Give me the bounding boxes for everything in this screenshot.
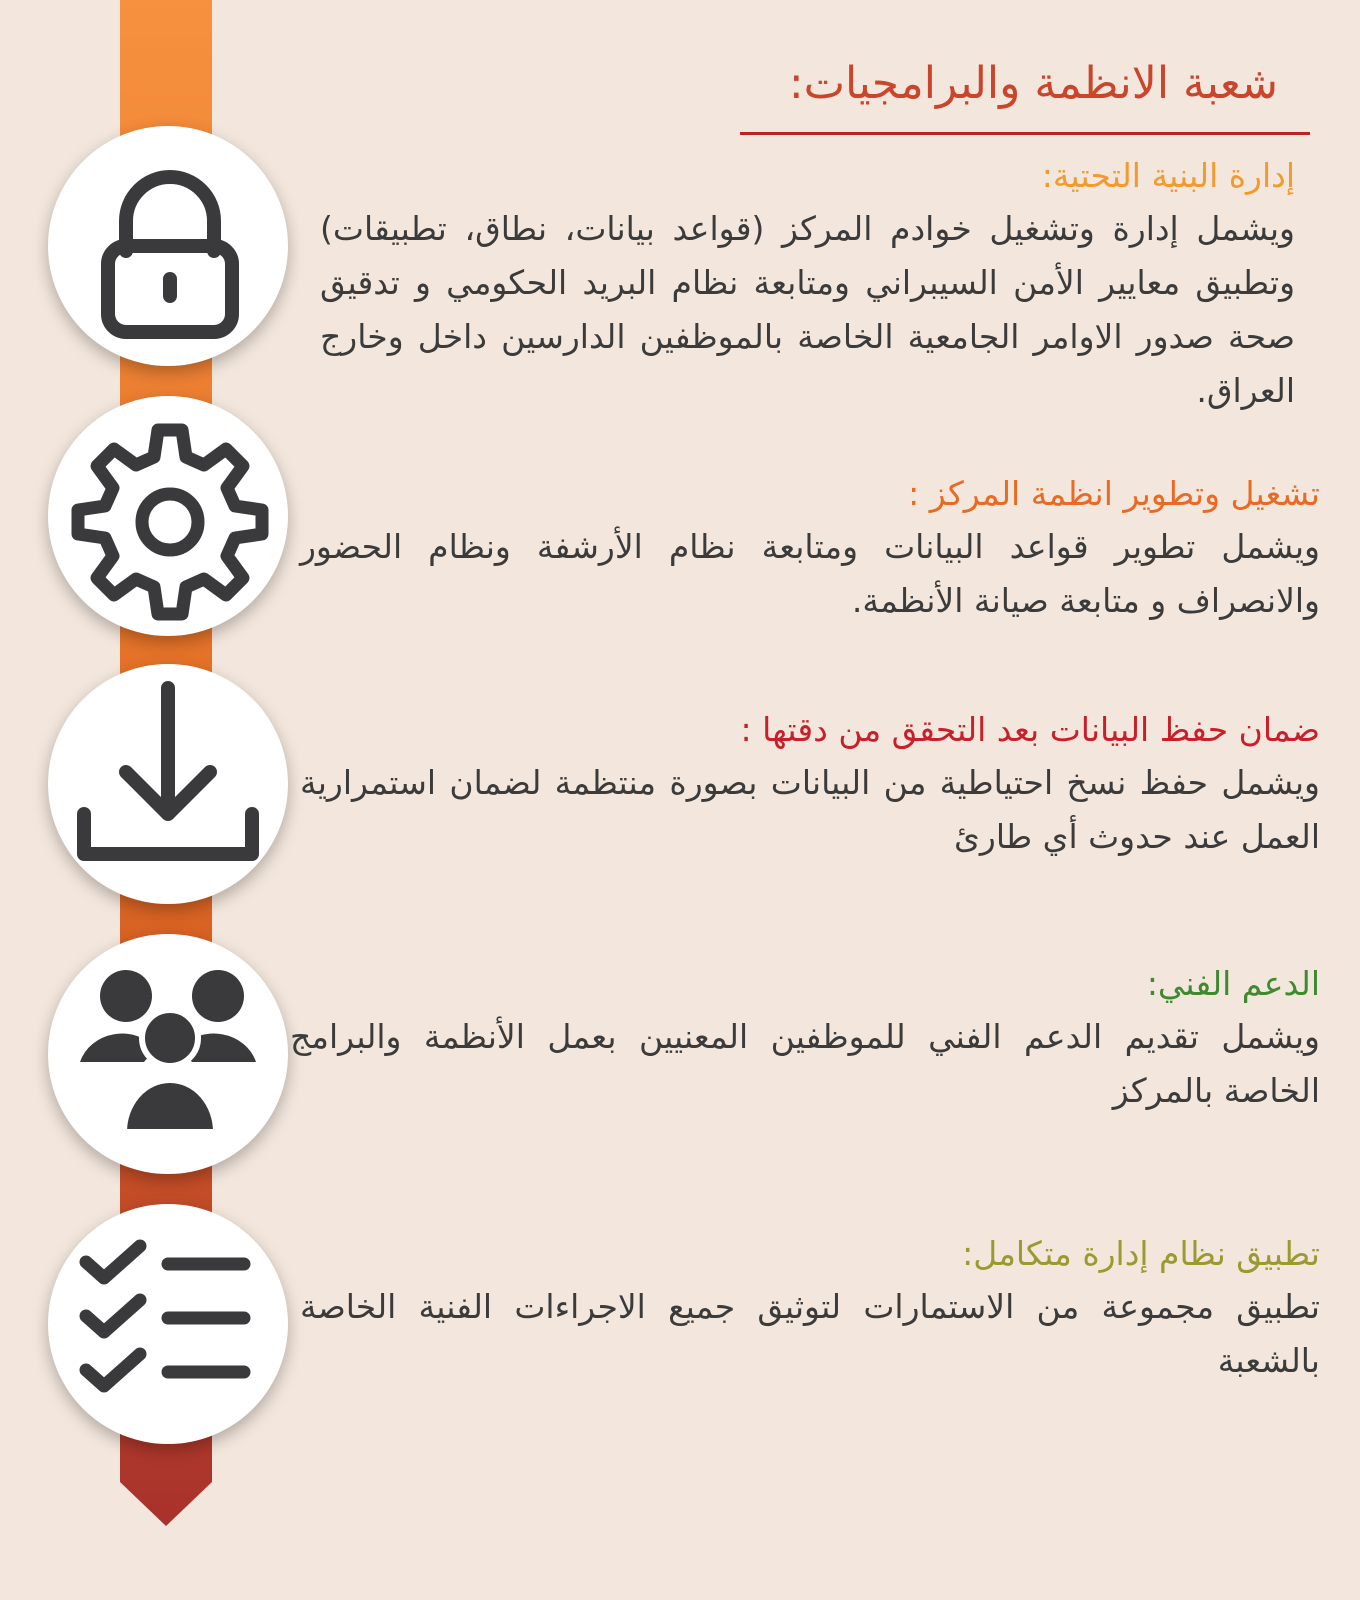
gear-icon-circle	[48, 396, 288, 636]
section-heading: ضمان حفظ البيانات بعد التحقق من دقتها :	[740, 710, 1320, 749]
checklist-icon-circle	[48, 1204, 288, 1444]
download-icon-circle	[48, 664, 288, 904]
section-support	[290, 958, 1320, 1118]
gear-icon	[48, 396, 288, 636]
users-icon	[48, 934, 288, 1174]
section-infrastructure	[320, 150, 1320, 418]
section-systems	[300, 468, 1320, 628]
section-body: تطبيق مجموعة من الاستمارات لتوثيق جميع الاجراءات الفنية الخاصة بالشعبة	[300, 1287, 1320, 1380]
users-icon-circle	[48, 934, 288, 1174]
section-body: ويشمل حفظ نسخ احتياطية من البيانات بصورة منتظمة لضمان استمرارية العمل عند حدوث أي طارئ	[300, 763, 1320, 856]
section-body: ويشمل إدارة وتشغيل خوادم المركز (قواعد بيانات، نطاق، تطبيقات) وتطبيق معايير الأمن السيبراني ومتابعة نظام البريد الحكومي و تدقيق صحة صدور الاوامر الجامعية الخاصة بالموظفين الدارسين داخل وخارج العراق.	[320, 209, 1295, 410]
section-heading: الدعم الفني:	[1146, 964, 1320, 1003]
section-body: ويشمل تقديم الدعم الفني للموظفين المعنيين بعمل الأنظمة والبرامج الخاصة بالمركز	[290, 1017, 1320, 1110]
checklist-icon	[48, 1204, 288, 1444]
section-body: ويشمل تطوير قواعد البيانات ومتابعة نظام الأرشفة ونظام الحضور والانصراف و متابعة صيانة الأنظمة.	[300, 527, 1320, 620]
title-underline	[740, 132, 1310, 135]
download-icon	[48, 664, 288, 904]
section-heading: تطبيق نظام إدارة متكامل:	[962, 1234, 1320, 1273]
page-title: شعبة الانظمة والبرامجيات:	[788, 58, 1278, 109]
lock-icon-circle	[48, 126, 288, 366]
section-heading: إدارة البنية التحتية:	[1041, 156, 1295, 195]
section-backup	[300, 704, 1320, 864]
section-management	[300, 1228, 1320, 1388]
section-heading: تشغيل وتطوير انظمة المركز :	[908, 474, 1320, 513]
lock-icon	[48, 126, 288, 366]
